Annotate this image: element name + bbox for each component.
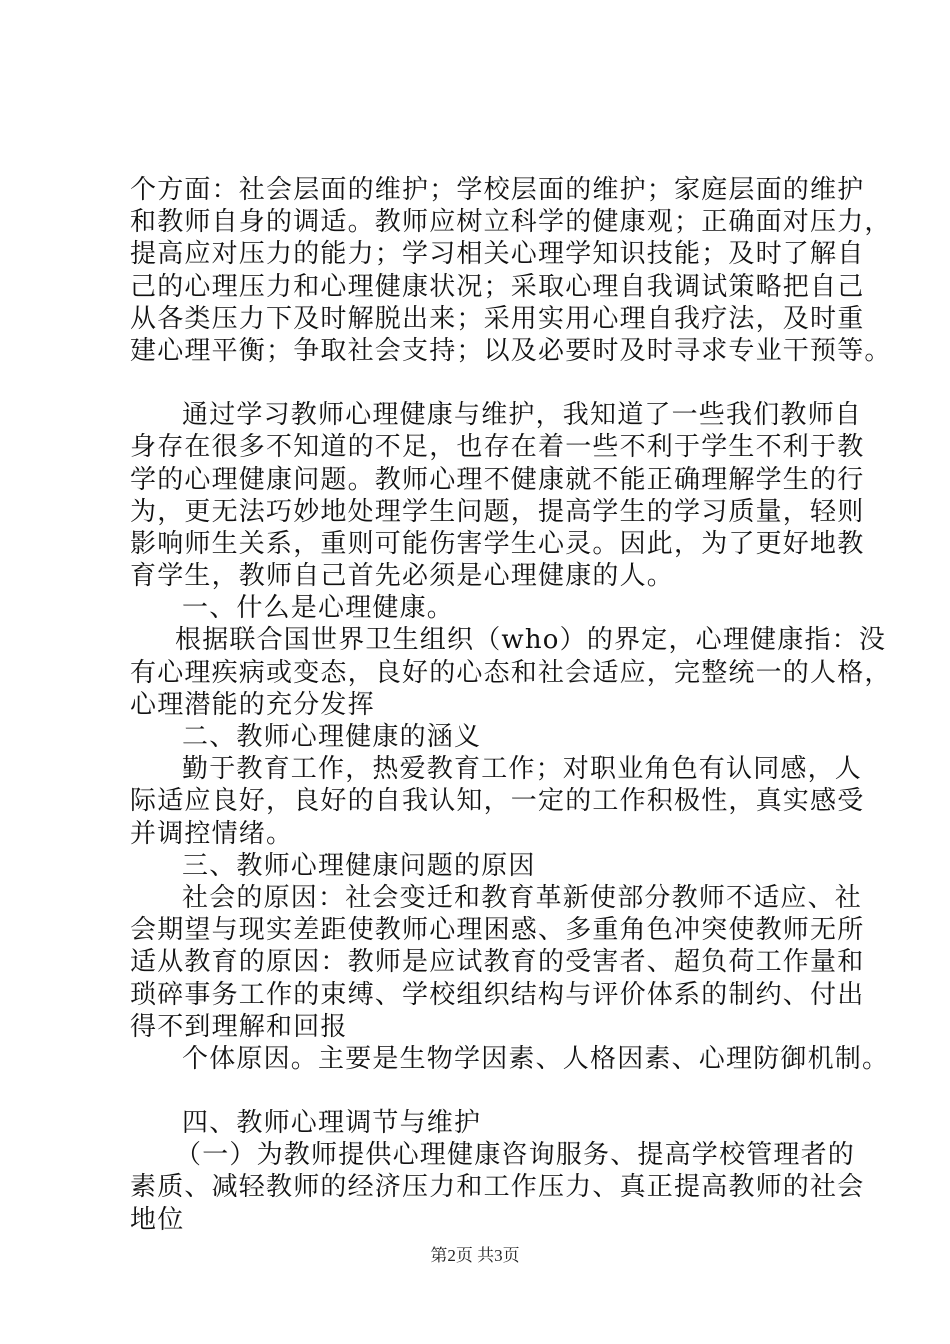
text-line: 勤于教育工作，热爱教育工作；对职业角色有认同感，人 xyxy=(182,754,863,785)
paragraph-gap xyxy=(130,1075,850,1107)
section-heading-1: 一、什么是心理健康。 xyxy=(182,593,455,624)
text-line: 适从教育的原因：教师是应试教育的受害者、超负荷工作量和 xyxy=(130,947,865,978)
text-line: 为，更无法巧妙地处理学生问题，提高学生的学习质量，轻则 xyxy=(130,496,865,527)
paragraph-self-adjustment xyxy=(130,174,892,367)
text-line: 琐碎事务工作的束缚、学校组织结构与评价体系的制约、付出 xyxy=(130,979,865,1010)
text-line: 地位 xyxy=(130,1204,185,1235)
text-line: 个方面：社会层面的维护；学校层面的维护；家庭层面的维护 xyxy=(130,175,865,205)
text-line: 提高应对压力的能力；学习相关心理学知识技能；及时了解自 xyxy=(130,239,865,270)
text-line: 和教师自身的调适。教师应树立科学的健康观；正确面对压力， xyxy=(130,207,892,238)
text-line: 有心理疾病或变态，良好的心态和社会适应，完整统一的人格， xyxy=(130,657,892,688)
text-line: 心理潜能的充分发挥 xyxy=(130,689,375,720)
document-body xyxy=(130,174,892,1236)
text-line: 育学生，教师自己首先必须是心理健康的人。 xyxy=(130,561,675,592)
section-heading-2: 二、教师心理健康的涵义 xyxy=(182,722,482,752)
text-line: 根据联合国世界卫生组织（who）的界定，心理健康指：没 xyxy=(175,625,887,656)
paragraph-definition xyxy=(130,624,892,721)
paragraph-gap xyxy=(130,367,850,399)
paragraph-measures xyxy=(130,1139,865,1236)
text-line: 素质、减轻教师的经济压力和工作压力、真正提高教师的社会 xyxy=(130,1172,865,1203)
text-line: 会期望与现实差距使教师心理困惑、多重角色冲突使教师无所 xyxy=(130,915,865,946)
text-line: 并调控情绪。 xyxy=(130,818,294,849)
text-line: （一）为教师提供心理健康咨询服务、提高学校管理者的 xyxy=(175,1140,856,1171)
text-line: 建心理平衡；争取社会支持；以及必要时及时寻求专业干预等。 xyxy=(130,335,892,366)
text-line: 社会的原因：社会变迁和教育革新使部分教师不适应、社 xyxy=(182,882,863,913)
text-line: 个体原因。主要是生物学因素、人格因素、心理防御机制。 xyxy=(182,1043,890,1074)
text-line: 身存在很多不知道的不足，也存在着一些不利于学生不利于教 xyxy=(130,432,865,463)
section-heading-4: 四、教师心理调节与维护 xyxy=(182,1108,482,1139)
text-line: 得不到理解和回报 xyxy=(130,1011,348,1042)
text-line: 学的心理健康问题。教师心理不健康就不能正确理解学生的行 xyxy=(130,464,865,495)
text-line: 己的心理压力和心理健康状况；采取心理自我调试策略把自己 xyxy=(130,271,865,302)
paragraph-meaning xyxy=(130,753,865,850)
section-heading-3: 三、教师心理健康问题的原因 xyxy=(182,850,536,881)
text-line: 从各类压力下及时解脱出来；采用实用心理自我疗法，及时重 xyxy=(130,303,865,334)
text-line: 通过学习教师心理健康与维护，我知道了一些我们教师自 xyxy=(182,400,863,431)
paragraph-reflection xyxy=(130,399,865,592)
text-line: 影响师生关系，重则可能伤害学生心灵。因此，为了更好地教 xyxy=(130,528,865,559)
page-number-footer: 第2页 共3页 xyxy=(430,1246,520,1265)
paragraph-causes xyxy=(130,882,890,1075)
text-line: 际适应良好，良好的自我认知，一定的工作积极性，真实感受 xyxy=(130,786,865,817)
